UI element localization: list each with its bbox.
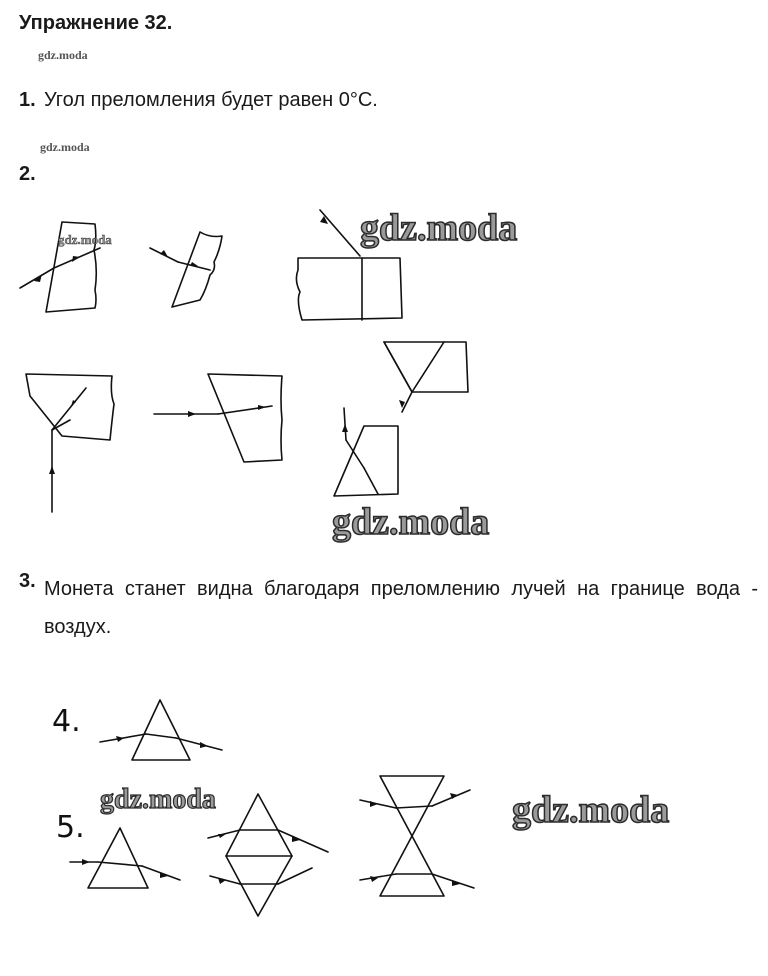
watermark-mini: gdz.moda xyxy=(58,232,112,247)
exercise-title: Упражнение 32. xyxy=(19,12,173,34)
watermark-big-2: gdz.moda xyxy=(332,501,490,543)
diagram-5b xyxy=(208,794,328,916)
watermark-small-2: gdz.moda xyxy=(40,140,90,154)
item-1-text: Угол преломления будет равен 0°С. xyxy=(44,89,378,111)
diagram-2g xyxy=(334,408,398,496)
item-1-number: 1. xyxy=(19,89,36,111)
item-3-text: Монета станет видна благодаря преломлению лучей на границе вода - воздух. xyxy=(44,578,758,638)
diagram-5a xyxy=(70,828,180,888)
watermark-big-3: gdz.moda xyxy=(512,789,670,831)
item-5-label: 5. xyxy=(56,810,85,845)
diagram-2d xyxy=(26,374,114,512)
item-4-label: 4. xyxy=(52,704,81,739)
watermark-med: gdz.moda xyxy=(100,784,216,815)
diagram-5c xyxy=(360,776,474,896)
diagram-2e xyxy=(154,374,282,462)
diagram-2f xyxy=(384,342,468,412)
diagram-2b xyxy=(150,232,222,307)
item-2-number: 2. xyxy=(19,163,36,185)
item-3-number: 3. xyxy=(19,570,36,592)
watermark-small-1: gdz.moda xyxy=(38,48,88,62)
diagram-4 xyxy=(100,700,222,760)
watermark-big-1: gdz.moda xyxy=(360,207,518,249)
